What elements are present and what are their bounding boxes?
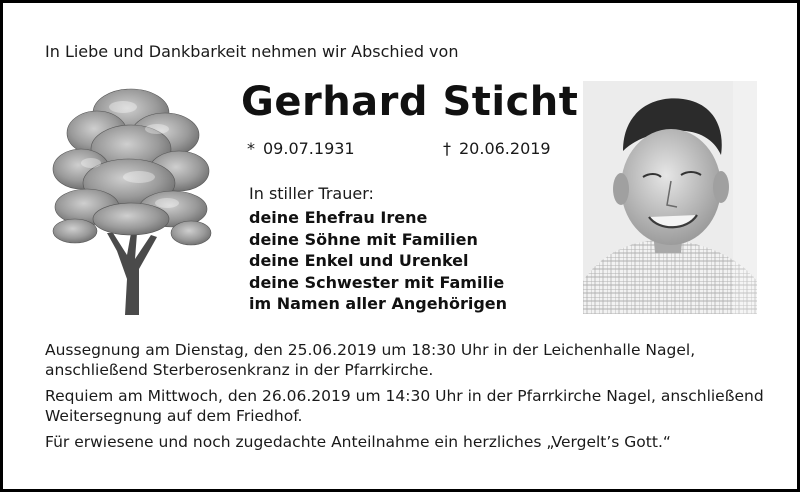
birth-date bbox=[247, 139, 355, 158]
service-paragraph: Aussegnung am Dienstag, den 25.06.2019 um 18:30 Uhr in der Leichenhalle Nagel, anschließend Sterberosenkranz in der Pfarrkirche. bbox=[45, 341, 696, 379]
mourner-item: deine Söhne mit Familien bbox=[249, 229, 478, 249]
birth-symbol: * bbox=[247, 139, 255, 158]
mourner-item: deine Enkel und Urenkel bbox=[249, 251, 469, 270]
death-symbol: † bbox=[443, 139, 451, 158]
birth-date-value: 09.07.1931 bbox=[263, 139, 355, 158]
intro-text: In Liebe und Dankbarkeit nehmen wir Abschied von bbox=[45, 42, 459, 61]
mourner-item: im Namen aller Angehörigen bbox=[249, 294, 508, 313]
thanks-paragraph: Für erwiesene und noch zugedachte Anteilnahme ein herzliches „Vergelt’s Gott.“ bbox=[45, 433, 671, 451]
service-details bbox=[45, 340, 765, 458]
portrait-photo bbox=[583, 81, 757, 314]
mourner-item: deine Ehefrau Irene bbox=[249, 208, 428, 227]
mourners-list bbox=[249, 207, 507, 315]
death-date-value: 20.06.2019 bbox=[459, 139, 551, 158]
tree-illustration bbox=[47, 83, 215, 315]
mourner-item: deine Schwester mit Familie bbox=[249, 272, 505, 292]
death-date bbox=[443, 139, 551, 158]
deceased-name: Gerhard Sticht bbox=[241, 79, 579, 125]
service-paragraph: Requiem am Mittwoch, den 26.06.2019 um 14:30 Uhr in der Pfarrkirche Nagel, anschließend Weitersegnung auf dem Friedhof. bbox=[45, 387, 764, 425]
mourning-label: In stiller Trauer: bbox=[249, 184, 374, 203]
